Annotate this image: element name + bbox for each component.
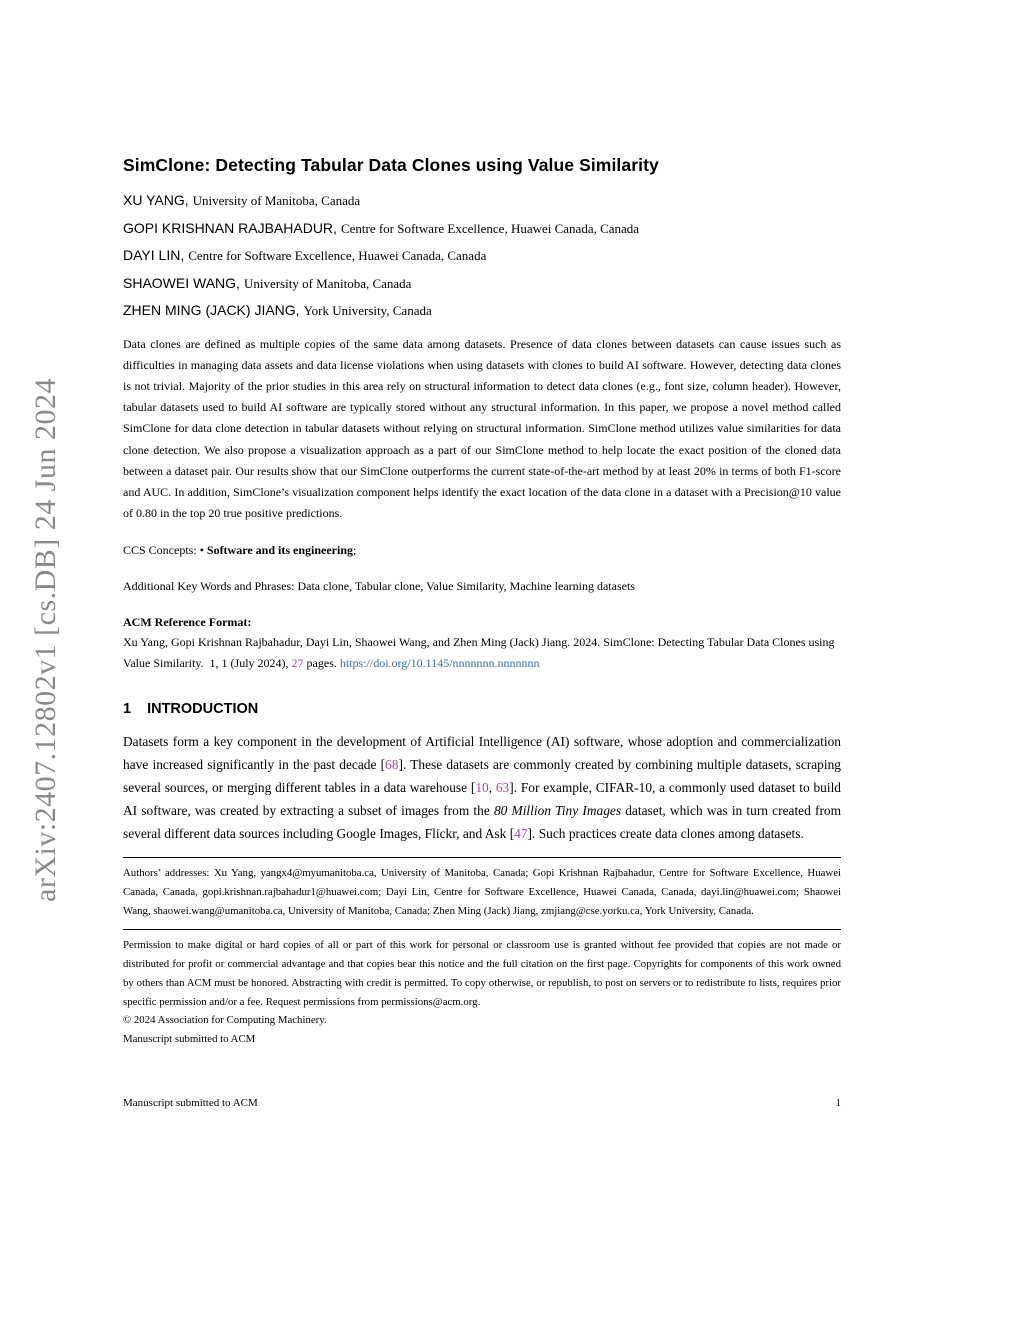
permission-rule xyxy=(123,929,841,930)
abstract-text: Data clones are defined as multiple copies of the same data among datasets. Presence of data clones between datasets can cause issues such as difficulties in managing data assets and data license violations when using datasets with clones to build AI software. However, detecting data clones is not trivial. Majority of the prior studies in this area rely on structural information to detect data clones (e.g., font size, column header). However, tabular datasets used to build AI software are typically stored without any structural information. In this paper, we propose a novel method called SimClone for data clone detection in tabular datasets without relying on structural information. SimClone method utilizes value similarities for data clone detection. We also propose a visualization approach as a part of our SimClone method to help locate the exact position of the cloned data between a dataset pair. Our results show that our SimClone outperforms the current state-of-the-art method by at least 20% in terms of both F1-score and AUC. In addition, SimClone’s visualization component helps identify the exact location of the data clone in a dataset with a Precision@10 value of 0.80 in the top 20 true positive predictions. xyxy=(123,337,841,520)
footnote-rule xyxy=(123,857,841,858)
keywords-text: Data clone, Tabular clone, Value Similarity, Machine learning datasets xyxy=(297,579,635,594)
acm-reference-pages-suffix: pages. xyxy=(303,655,340,670)
manuscript-line: Manuscript submitted to ACM xyxy=(123,1033,256,1046)
citation-link[interactable]: 10 xyxy=(475,780,489,796)
author-name: XU YANG, xyxy=(123,192,189,208)
acm-reference-text: Xu Yang, Gopi Krishnan Rajbahadur, Dayi Lin, Shaowei Wang, and Zhen Ming (Jack) Jiang. 2024. SimClone: Detecting Tabular Data Clones using Value Similarity. 1, 1 (July 2024), xyxy=(123,635,835,670)
page-count: 27 xyxy=(291,655,304,670)
acm-reference-format xyxy=(123,612,841,673)
body-text: ]. For example, CIFAR-10, a commonly used dataset to build AI software, was created by extracting a subset of images from the xyxy=(123,780,841,819)
acm-reference-body xyxy=(123,632,841,673)
body-text: ]. Such practices create data clones among datasets. xyxy=(527,826,804,842)
page-number: 1 xyxy=(835,1097,841,1109)
citation-link[interactable]: 63 xyxy=(495,780,510,796)
author-affiliation: Centre for Software Excellence, Huawei Canada, Canada xyxy=(340,220,640,236)
authors-addresses: Authors’ addresses: Xu Yang, yangx4@myumanitoba.ca, University of Manitoba, Canada; Gopi Krishnan Rajbahadur, Centre for Software Excellence, Huawei Canada, Canada, gopi.krishnan.rajbahadur1@huawei.com; Dayi Lin, Centre for Software Excellence, Huawei Canada, Canada, dayi.lin@huawei.com; Shaowei Wang, shaowei.wang@umanitoba.ca, University of Manitoba, Canada; Zhen Ming (Jack) Jiang, zmjiang@cse.yorku.ca, York University, Canada. xyxy=(123,867,841,917)
arxiv-watermark: arXiv:2407.12802v1 [cs.DB] 24 Jun 2024 xyxy=(29,378,62,902)
paper-title: SimClone: Detecting Tabular Data Clones using Value Similarity xyxy=(123,155,659,175)
ccs-label: CCS Concepts: xyxy=(123,542,200,557)
author-list xyxy=(123,191,841,320)
author-name: ZHEN MING (JACK) JIANG, xyxy=(123,302,300,318)
author-affiliation: York University, Canada xyxy=(303,303,432,318)
author-line xyxy=(123,219,841,238)
doi-link[interactable]: https://doi.org/10.1145/nnnnnnn.nnnnnnn xyxy=(339,655,540,670)
author-name: SHAOWEI WANG, xyxy=(123,274,240,291)
author-line xyxy=(123,274,841,293)
ccs-terminator: ; xyxy=(353,542,357,557)
author-name: DAYI LIN, xyxy=(123,247,185,263)
citation-link[interactable]: 68 xyxy=(385,756,399,772)
author-affiliation: Centre for Software Excellence, Huawei Canada, Canada xyxy=(188,248,487,263)
author-line xyxy=(123,246,841,265)
permission-notice: Permission to make digital or hard copies of all or part of this work for personal or classroom use is granted without fee provided that copies are not made or distributed for profit or commercial advantage and that copies bear this notice and the full citation on the first page. Copyrights for components of this work owned by others than ACM must be honored. Abstracting with credit is permitted. To copy otherwise, or republish, to post on servers or to redistribute to lists, requires prior specific permission and/or a fee. Request permissions from permissions@acm.org. xyxy=(123,938,841,1008)
citation-link[interactable]: 47 xyxy=(514,826,528,842)
body-text: dataset, which was in turn created from several different data sources including Google Images, Flickr, and Ask [ xyxy=(123,803,842,842)
section-heading-introduction xyxy=(123,701,841,717)
ccs-concepts xyxy=(123,540,841,560)
dataset-name-italic: 80 Million Tiny Images xyxy=(493,803,622,819)
author-line xyxy=(123,191,841,210)
author-affiliation: University of Manitoba, Canada xyxy=(243,275,412,291)
keywords-label: Additional Key Words and Phrases: xyxy=(123,579,298,594)
paper-content xyxy=(123,0,841,1049)
author-line xyxy=(123,301,841,320)
author-affiliation: University of Manitoba, Canada xyxy=(192,193,361,208)
body-text: Datasets form a key component in the development of Artificial Intelligence (AI) software, whose adoption and commercialization have increased significantly in the past decade [ xyxy=(123,733,841,772)
page-footer xyxy=(123,1097,841,1109)
copyright-line: © 2024 Association for Computing Machinery. xyxy=(123,1014,327,1027)
acm-reference-heading: ACM Reference Format: xyxy=(123,614,252,629)
author-name: GOPI KRISHNAN RAJBAHADUR, xyxy=(123,219,337,236)
body-text: , xyxy=(488,780,496,796)
ccs-bullet: • xyxy=(199,542,207,557)
section-title: INTRODUCTION xyxy=(147,700,259,717)
keywords xyxy=(123,576,841,596)
section-number: 1 xyxy=(123,700,132,717)
ccs-concept: Software and its engineering xyxy=(206,542,353,557)
body-text: ]. These datasets are commonly created by combining multiple datasets, scraping several sources, or merging different tables in a data warehouse [ xyxy=(123,756,841,796)
introduction-paragraph xyxy=(123,730,841,845)
footer-manuscript-note: Manuscript submitted to ACM xyxy=(123,1097,258,1109)
